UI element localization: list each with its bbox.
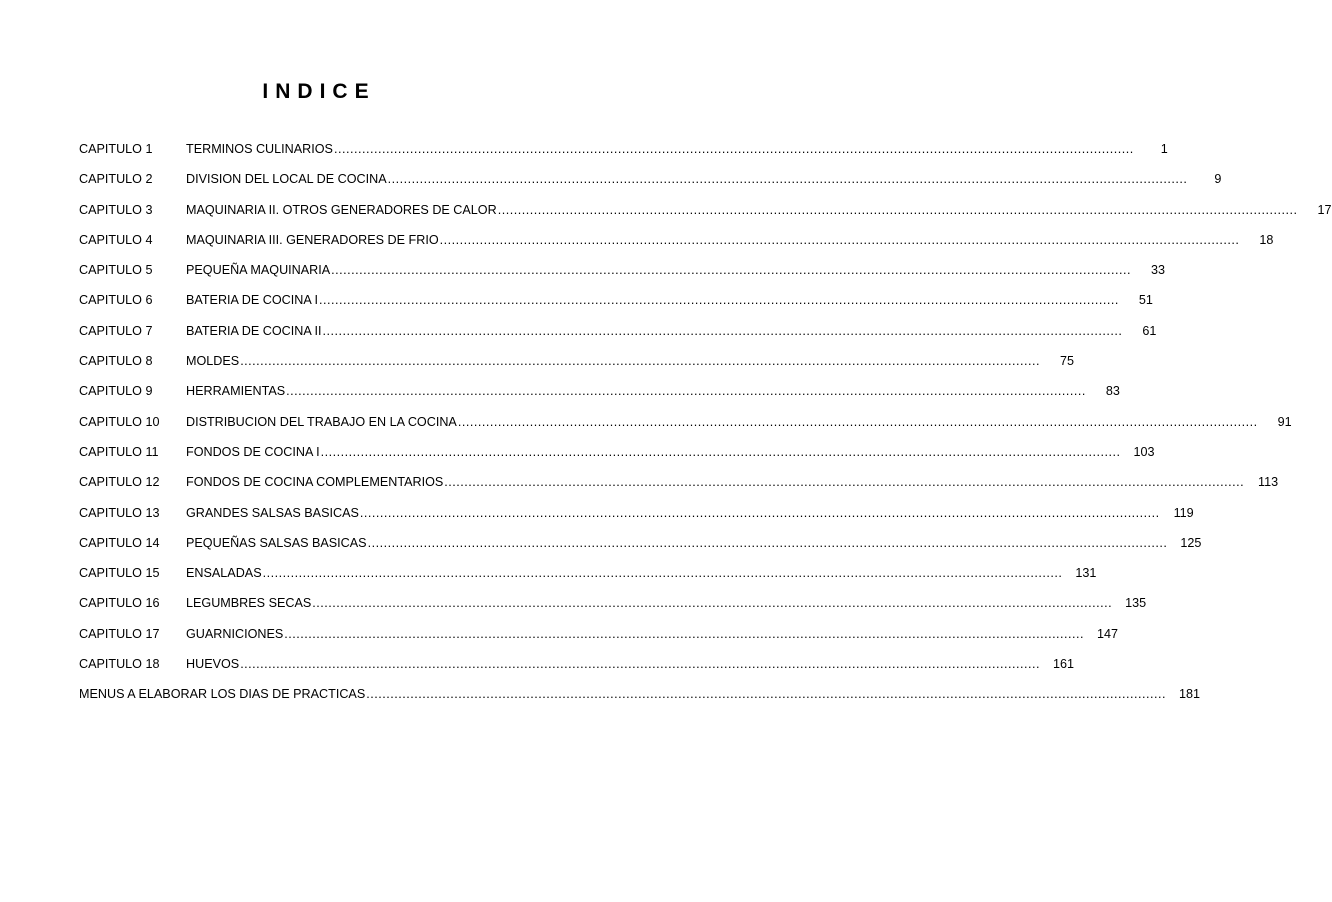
entry-title-cell [186,172,1187,186]
chapter-title: DISTRIBUCION DEL TRABAJO EN LA COCINA [186,414,457,429]
toc-row [79,142,1168,172]
toc-row [79,657,1074,687]
chapter-label: CAPITULO 3 [79,202,153,217]
chapter-label: CAPITULO 12 [79,475,160,490]
dot-leader: ........................................................................................................................................................................................................ [286,384,1086,399]
dot-leader: ........................................................................................................................................................................................................ [457,414,1258,429]
page-number: 135 [1125,596,1147,611]
dot-leader: ........................................................................................................................................................................................................ [439,232,1240,247]
chapter-title: GUARNICIONES [186,626,284,641]
chapter-label: CAPITULO 13 [79,505,160,520]
toc-row [79,202,1332,233]
chapter-label: CAPITULO 5 [79,263,153,278]
page-number: 113 [1258,475,1279,490]
chapter-label: CAPITULO 9 [79,384,153,399]
chapter-title: LEGUMBRES SECAS [186,596,312,611]
toc-row [79,505,1194,536]
dot-leader: ........................................................................................................................................................................................................ [333,142,1134,156]
entry-title-cell [186,566,1062,580]
dot-leader: ........................................................................................................................................................................................................ [284,626,1085,641]
toc-row [79,384,1120,414]
page-number: 83 [1105,384,1120,399]
entry-title-cell [186,203,1298,217]
chapter-title: FONDOS DE COCINA COMPLEMENTARIOS [186,475,444,490]
entry-title-cell [186,596,1112,610]
page-number: 33 [1150,263,1165,278]
chapter-title: MOLDES [186,354,240,369]
page-number: 103 [1133,444,1155,459]
dot-leader: ........................................................................................................................................................................................................ [320,444,1121,459]
chapter-label: CAPITULO 2 [79,172,153,187]
chapter-label: CAPITULO 18 [79,657,160,672]
chapter-label: CAPITULO 1 [79,142,153,156]
toc-row [79,444,1155,475]
toc-row [79,475,1279,505]
chapter-label: CAPITULO 14 [79,535,160,550]
chapter-title: ENSALADAS [186,566,262,581]
dot-leader: ........................................................................................................................................................................................................ [240,657,1040,672]
page-number: 17 [1317,202,1332,217]
toc-row [79,414,1292,445]
page-number: 61 [1142,323,1157,338]
toc-row [79,323,1157,354]
dot-leader: ........................................................................................................................................................................................................ [319,293,1119,308]
entry-title-cell [186,233,1239,247]
toc-row [79,566,1097,596]
chapter-title: GRANDES SALSAS BASICAS [186,505,359,520]
toc-row [79,263,1165,293]
entry-title-cell [186,384,1086,398]
page-title: INDICE [262,80,376,103]
chapter-title: HUEVOS [186,657,240,672]
page-number: 125 [1180,535,1202,550]
dot-leader: ........................................................................................................................................................................................................ [240,354,1040,369]
entry-title-cell [186,354,1040,368]
chapter-label: CAPITULO 17 [79,626,160,641]
chapter-title: PEQUEÑA MAQUINARIA [186,263,331,278]
entry-title-cell [186,657,1040,671]
chapter-title: MAQUINARIA II. OTROS GENERADORES DE CALOR [186,202,497,217]
page-number: 91 [1277,414,1292,429]
page-number: 1 [1160,142,1168,156]
entry-title-cell [186,415,1258,429]
toc-row [79,596,1147,626]
page-number: 161 [1052,657,1074,672]
dot-leader: ........................................................................................................................................................................................................ [497,202,1298,217]
table-of-contents [79,142,1332,718]
chapter-title: MAQUINARIA III. GENERADORES DE FRIO [186,232,439,247]
toc-row [79,293,1153,323]
page-number: 18 [1259,232,1274,247]
chapter-label: CAPITULO 4 [79,232,153,247]
page-number: 147 [1097,626,1119,641]
chapter-label: CAPITULO 6 [79,293,153,308]
dot-leader: ........................................................................................................................................................................................................ [367,535,1168,550]
toc-row-menus [79,687,1201,717]
chapter-title: FONDOS DE COCINA I [186,444,320,459]
entry-title-cell [186,445,1120,459]
dot-leader: ........................................................................................................................................................................................................ [359,505,1160,520]
toc-row [79,535,1202,566]
entry-title-cell [186,263,1131,277]
entry-title-cell [79,687,1166,701]
page-number: 51 [1138,293,1153,308]
dot-leader: ........................................................................................................................................................................................................ [331,263,1131,278]
entry-title-cell [186,293,1119,307]
page-number: 131 [1075,566,1097,581]
chapter-title: PEQUEÑAS SALSAS BASICAS [186,535,367,550]
chapter-title: HERRAMIENTAS [186,384,286,399]
chapter-label: CAPITULO 7 [79,323,153,338]
dot-leader: ........................................................................................................................................................................................................ [444,475,1245,490]
chapter-title: TERMINOS CULINARIOS [186,142,333,156]
toc-row [79,232,1274,263]
toc-row [79,354,1074,384]
dot-leader: ........................................................................................................................................................................................................ [312,596,1113,611]
dot-leader: ........................................................................................................................................................................................................ [322,323,1123,338]
page-number: 9 [1214,172,1222,187]
toc-row [79,172,1222,202]
entry-title-cell [186,475,1244,489]
chapter-title: BATERIA DE COCINA II [186,323,322,338]
chapter-label: CAPITULO 11 [79,444,159,459]
entry-title-cell [186,627,1084,641]
dot-leader: ........................................................................................................................................................................................................ [366,687,1167,702]
chapter-title: BATERIA DE COCINA I [186,293,319,308]
entry-title-cell [186,506,1160,520]
chapter-title: DIVISION DEL LOCAL DE COCINA [186,172,387,187]
page-number: 181 [1179,687,1201,702]
dot-leader: ........................................................................................................................................................................................................ [387,172,1188,187]
menus-title: MENUS A ELABORAR LOS DIAS DE PRACTICAS [79,687,366,702]
entry-title-cell [186,536,1167,550]
chapter-label: CAPITULO 8 [79,354,153,369]
chapter-label: CAPITULO 16 [79,596,160,611]
page-number: 119 [1173,505,1194,520]
entry-title-cell [186,324,1122,338]
chapter-label: CAPITULO 10 [79,414,160,429]
chapter-label: CAPITULO 15 [79,566,160,581]
page-number: 75 [1059,354,1074,369]
dot-leader: ........................................................................................................................................................................................................ [262,566,1063,581]
entry-title-cell [186,142,1134,156]
toc-row [79,626,1119,657]
